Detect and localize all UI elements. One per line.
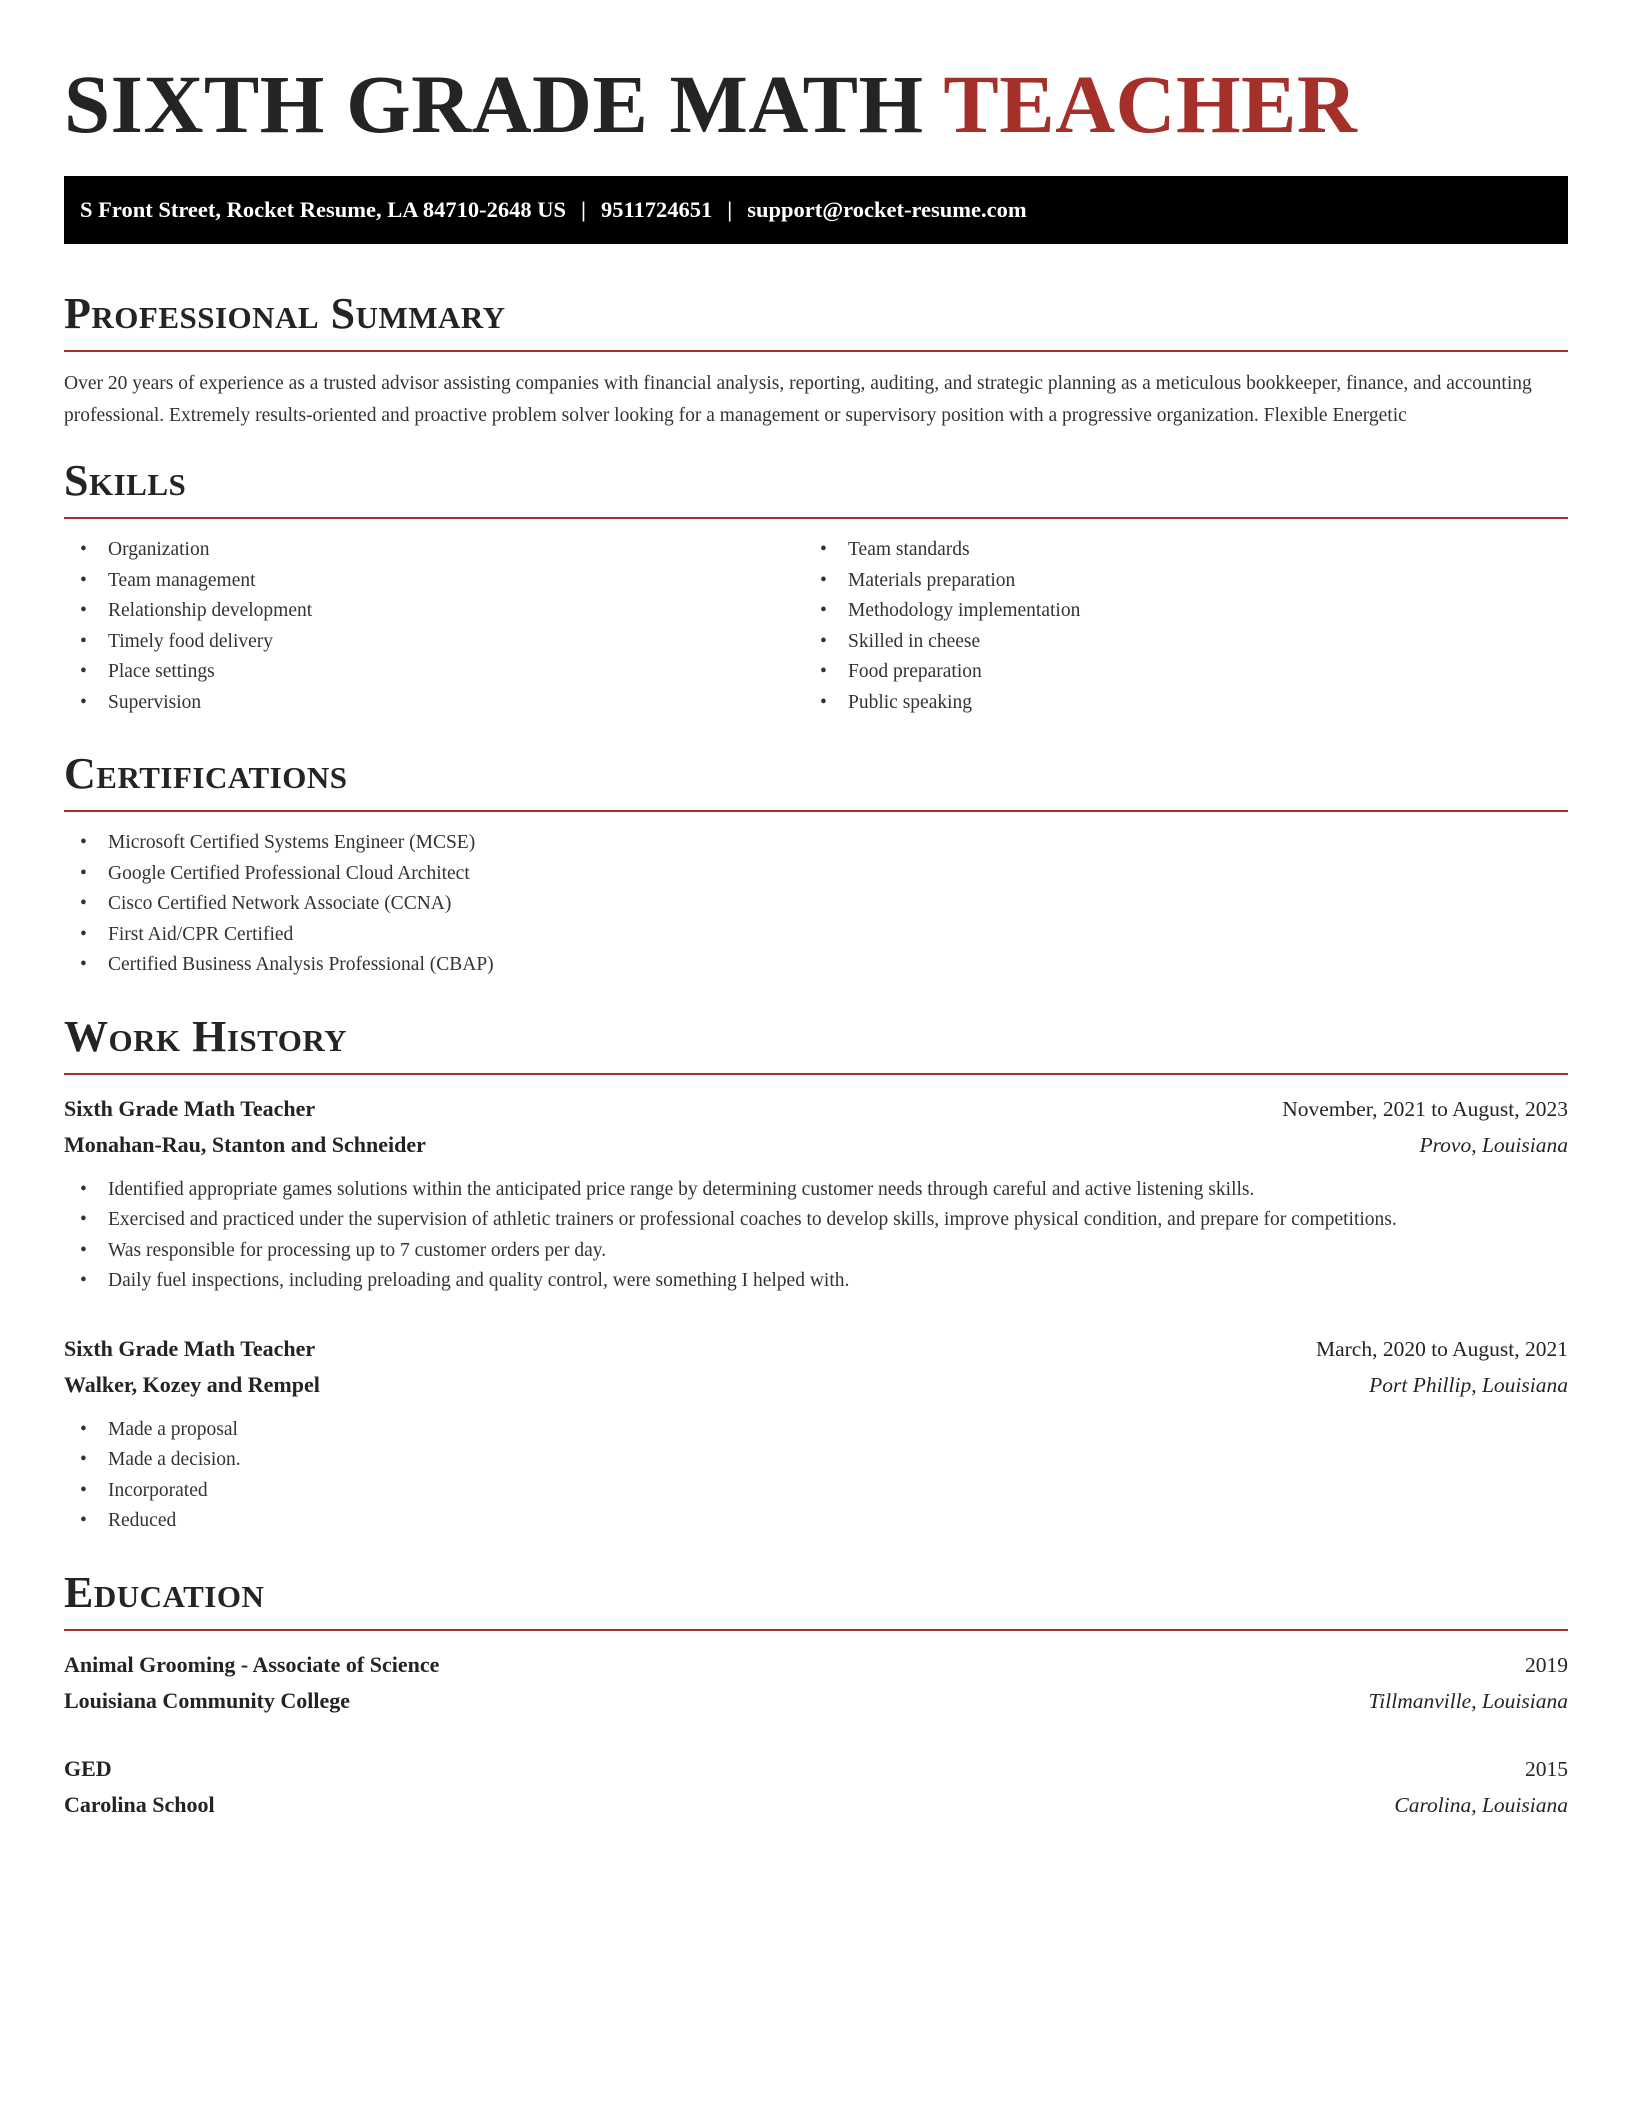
- job-company: Monahan-Rau, Stanton and Schneider: [64, 1131, 426, 1157]
- job-duties-list: [64, 1175, 1568, 1297]
- job-company-row: [64, 1367, 1568, 1403]
- title-accent: TEACHER: [943, 58, 1358, 150]
- contact-email[interactable]: support@rocket-resume.com: [747, 197, 1027, 222]
- section-divider: [64, 810, 1568, 812]
- section-divider: [64, 1073, 1568, 1075]
- education-degree-row: [64, 1647, 1568, 1683]
- job-duty: • Incorporated: [64, 1476, 1568, 1507]
- education-school-row: [64, 1683, 1568, 1719]
- job-company: Walker, Kozey and Rempel: [64, 1371, 320, 1397]
- section-title-summary: Professional Summary: [64, 289, 506, 338]
- education-location: Carolina, Louisiana: [1394, 1792, 1568, 1817]
- section-title-work-history: Work History: [64, 1011, 348, 1061]
- certification-item: • Google Certified Professional Cloud Architect: [64, 859, 1568, 890]
- job-company-row: [64, 1127, 1568, 1163]
- job-header-row: [64, 1091, 1568, 1127]
- section-title-certifications: Certifications: [64, 749, 348, 798]
- skills-list-right: [804, 535, 1544, 718]
- education-location: Tillmanville, Louisiana: [1368, 1688, 1568, 1713]
- work-history-section: [64, 1011, 1568, 1537]
- section-divider: [64, 350, 1568, 352]
- job-header-row: [64, 1331, 1568, 1367]
- certification-item: • Cisco Certified Network Associate (CCNA): [64, 889, 1568, 920]
- job-entry: [64, 1091, 1568, 1297]
- education-school: Louisiana Community College: [64, 1687, 351, 1713]
- job-duty: • Made a proposal: [64, 1415, 1568, 1446]
- education-degree: Animal Grooming - Associate of Science: [64, 1651, 440, 1677]
- education-year: 2019: [1525, 1652, 1568, 1677]
- certifications-list: [64, 828, 1568, 981]
- skill-item: • Materials preparation: [804, 566, 1544, 597]
- skill-item: • Team standards: [804, 535, 1544, 566]
- title-main: SIXTH GRADE MATH: [64, 58, 924, 150]
- skill-item: • Food preparation: [804, 657, 1544, 688]
- job-location: Provo, Louisiana: [1419, 1132, 1568, 1157]
- job-duty: • Reduced: [64, 1506, 1568, 1537]
- education-year: 2015: [1525, 1756, 1568, 1781]
- skills-list-left: [64, 535, 804, 718]
- contact-separator: |: [581, 197, 586, 222]
- section-title-education: Education: [64, 1567, 265, 1617]
- certification-item: • First Aid/CPR Certified: [64, 920, 1568, 951]
- skill-item: • Team management: [64, 566, 804, 597]
- skill-item: • Skilled in cheese: [804, 627, 1544, 658]
- resume-title: [64, 56, 1568, 152]
- section-title-skills: Skills: [64, 456, 187, 505]
- section-divider: [64, 517, 1568, 519]
- job-duty: • Exercised and practiced under the supervision of athletic trainers or professional coaches to develop skills, improve physical condition, and prepare for competitions.: [64, 1205, 1568, 1236]
- skill-item: • Timely food delivery: [64, 627, 804, 658]
- skills-grid: [64, 535, 1568, 718]
- certifications-section: [64, 748, 1568, 981]
- education-degree-row: [64, 1751, 1568, 1787]
- skill-item: • Place settings: [64, 657, 804, 688]
- job-title: Sixth Grade Math Teacher: [64, 1335, 316, 1361]
- skill-item: • Relationship development: [64, 596, 804, 627]
- job-entry: [64, 1331, 1568, 1537]
- certification-item: • Certified Business Analysis Professional (CBAP): [64, 950, 1568, 981]
- education-school-row: [64, 1787, 1568, 1823]
- summary-section: [64, 288, 1568, 431]
- education-entry: [64, 1751, 1568, 1823]
- job-dates: November, 2021 to August, 2023: [1282, 1096, 1568, 1121]
- job-dates: March, 2020 to August, 2021: [1315, 1336, 1568, 1361]
- contact-address: S Front Street, Rocket Resume, LA 84710-2648 US: [80, 197, 567, 222]
- job-title: Sixth Grade Math Teacher: [64, 1095, 316, 1121]
- section-divider: [64, 1629, 1568, 1631]
- contact-separator: |: [727, 197, 733, 222]
- education-section: [64, 1567, 1568, 1823]
- skill-item: • Public speaking: [804, 688, 1544, 719]
- job-duty: • Identified appropriate games solutions within the anticipated price range by determining customer needs through careful and active listening skills.: [64, 1175, 1568, 1206]
- certification-item: • Microsoft Certified Systems Engineer (MCSE): [64, 828, 1568, 859]
- job-duty: • Was responsible for processing up to 7 customer orders per day.: [64, 1236, 1568, 1267]
- summary-text: Over 20 years of experience as a trusted advisor assisting companies with financial analysis, reporting, auditing, and strategic planning as a meticulous bookkeeper, finance, and accounting professional. Extremely results-oriented and proactive problem solver looking for a management or supervisory position with a progressive organization. Flexible Energetic: [64, 373, 1532, 426]
- job-duty: • Made a decision.: [64, 1445, 1568, 1476]
- education-school: Carolina School: [64, 1791, 215, 1817]
- skill-item: • Methodology implementation: [804, 596, 1544, 627]
- contact-phone: 9511724651: [600, 197, 713, 222]
- skills-section: [64, 455, 1568, 718]
- skill-item: • Organization: [64, 535, 804, 566]
- job-location: Port Phillip, Louisiana: [1369, 1372, 1568, 1397]
- job-duties-list: [64, 1415, 1568, 1537]
- skill-item: • Supervision: [64, 688, 804, 719]
- education-entry: [64, 1647, 1568, 1719]
- contact-bar: [64, 176, 1568, 244]
- education-degree: GED: [64, 1755, 112, 1781]
- job-duty: • Daily fuel inspections, including preloading and quality control, were something I helped with.: [64, 1266, 1568, 1297]
